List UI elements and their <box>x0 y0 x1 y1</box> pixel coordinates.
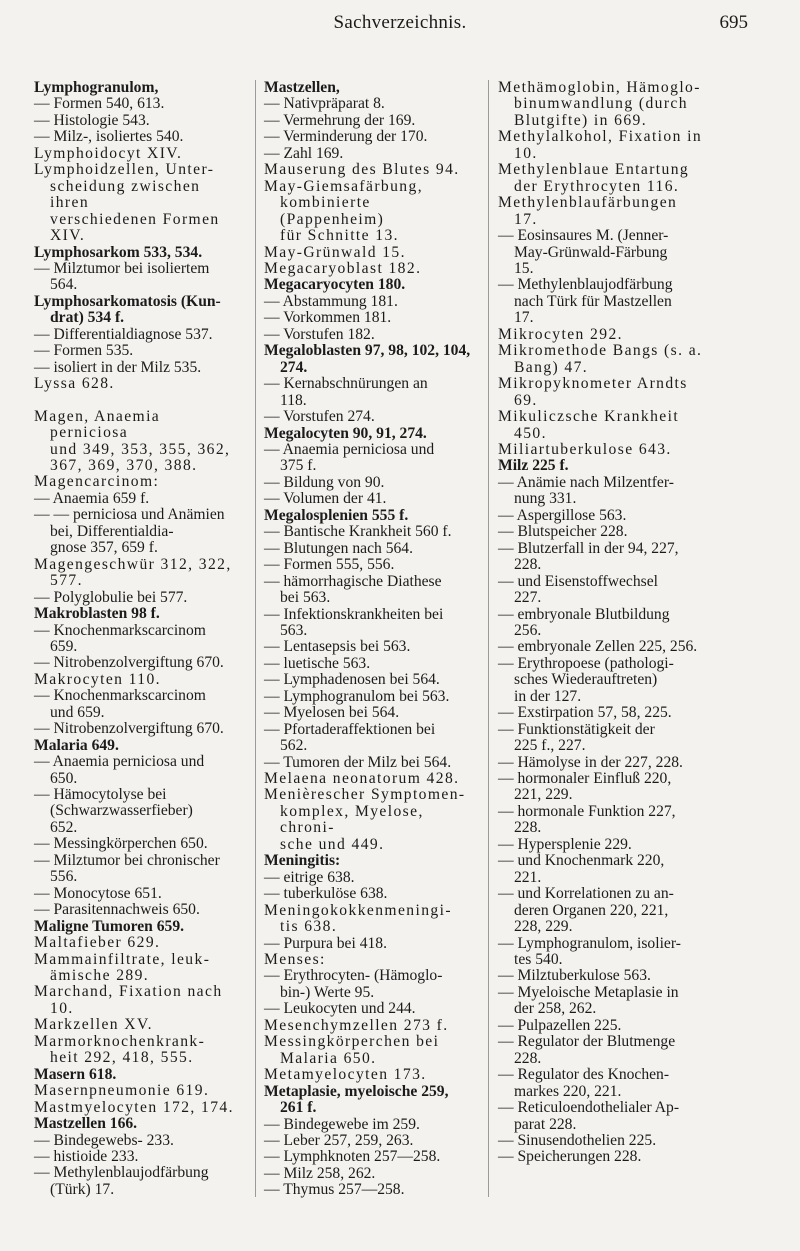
index-entry: Marmorknochenkrank- heit 292, 418, 555. <box>34 1032 206 1067</box>
index-entry: — embryonale Blutbildung 256. <box>498 605 670 639</box>
index-entry: — Knochenmarkscarcinom und 659. <box>34 687 206 721</box>
index-entry: Megalocyten 90, 91, 274. <box>264 424 427 442</box>
index-entry: Methylalkohol, Fixation in 10. <box>498 128 703 162</box>
index-entry: — eitrige 638. <box>264 868 355 886</box>
index-entry: — Vorstufen 274. <box>264 408 375 426</box>
index-entry: Megacaryoblast 182. <box>264 259 422 277</box>
index-entry: Megalosplenien 555 f. <box>264 506 409 524</box>
index-entry: — Pfortaderaffektionen bei 562. <box>264 720 436 755</box>
index-entry: — Erythrocyten- (Hämoglo- bin-) Werte 95. <box>264 967 443 1001</box>
index-entry: — Knochenmarkscarcinom 659. <box>34 621 206 655</box>
index-entry: — Regulator des Knochen- markes 220, 221. <box>498 1066 670 1100</box>
index-entry: — Abstammung 181. <box>264 292 398 310</box>
index-entry: — Bildung von 90. <box>264 473 385 491</box>
index-entry: — Zahl 169. <box>264 144 344 162</box>
index-entry: Megacaryocyten 180. <box>264 276 406 294</box>
index-entry: — Formen 540, 613. <box>34 95 165 113</box>
index-entry: — Exstirpation 57, 58, 225. <box>498 704 672 722</box>
index-entry: — Hypersplenie 229. <box>498 835 632 853</box>
index-entry: — Formen 535. <box>34 342 134 360</box>
index-entry: Makroblasten 98 f. <box>34 605 160 623</box>
index-entry: — Reticuloendothelialer Ap- parat 228. <box>498 1099 680 1133</box>
index-entry: — Nitrobenzolvergiftung 670. <box>34 654 224 672</box>
index-entry: Magengeschwür 312, 322, 577. <box>34 555 232 590</box>
index-entry: — Bindegewebs- 233. <box>34 1131 174 1149</box>
index-entry: Megaloblasten 97, 98, 102, 104, 274. <box>264 342 471 376</box>
index-entry: Melaena neonatorum 428. <box>264 770 460 788</box>
index-entry: May-Grünwald 15. <box>264 243 406 261</box>
index-entry: Mikrocyten 292. <box>498 325 623 343</box>
index-entry: — Polyglobulie bei 577. <box>34 588 188 606</box>
index-entry: — Anaemia 659 f. <box>34 489 150 507</box>
index-entry: — Nitrobenzolvergiftung 670. <box>34 720 224 738</box>
index-entry: — Lymphknoten 257—258. <box>264 1148 441 1166</box>
index-entry: Lymphogranulom, <box>34 79 159 96</box>
index-entry: — Lymphogranulom, isolier- tes 540. <box>498 934 681 969</box>
index-entry: — Hämocytolyse bei (Schwarzwasserfieber) 652. <box>34 786 193 836</box>
index-entry: — Vorkommen 181. <box>264 309 392 327</box>
index-entry: Marchand, Fixation nach 10. <box>34 983 223 1017</box>
page-header <box>0 12 800 42</box>
index-entry: — embryonale Zellen 225, 256. <box>498 638 698 656</box>
index-entry: — Bantische Krankheit 560 f. <box>264 523 452 541</box>
index-entry: — Volumen der 41. <box>264 490 387 508</box>
index-entry: — Vermehrung der 169. <box>264 111 416 129</box>
index-entry: — Milztumor bei chronischer 556. <box>34 851 220 886</box>
index-entry: — Monocytose 651. <box>34 884 162 902</box>
index-entry: — tuberkulöse 638. <box>264 885 388 903</box>
index-entry: — hormonale Funktion 227, 228. <box>498 802 676 837</box>
index-entry: — Blutungen nach 564. <box>264 539 413 557</box>
index-entry: — und Knochenmark 220, 221. <box>498 852 665 886</box>
index-entry: — Sinusendothelien 225. <box>498 1132 657 1149</box>
index-entry: — — perniciosa und Anämien bei, Differentialdia- gnose 357, 659 f. <box>34 506 225 557</box>
page-number: 695 <box>719 12 748 33</box>
index-entry: Meningitis: <box>264 852 341 870</box>
index-entry: — Milz 258, 262. <box>264 1164 376 1182</box>
index-entry: — Leber 257, 259, 263. <box>264 1132 414 1149</box>
index-entry: Mastmyelocyten 172, 174. <box>34 1098 234 1116</box>
index-entry: May-Giemsafärbung, kombinierte (Pappenheim) für Schnitte 13. <box>264 177 424 245</box>
index-entry: — Vorstufen 182. <box>264 325 375 343</box>
index-entry: — Histologie 543. <box>34 111 150 129</box>
index-entry: — Hämolyse in der 227, 228. <box>498 753 683 771</box>
index-entry: — Lymphogranulom bei 563. <box>264 687 450 705</box>
index-entry: Mastzellen 166. <box>34 1115 138 1133</box>
index-entry: Lymphosarkom 533, 534. <box>34 243 203 261</box>
index-entry: — Bindegewebe im 259. <box>264 1115 420 1133</box>
index-entry: — Lymphadenosen bei 564. <box>264 671 440 689</box>
index-entry: Mastzellen, <box>264 79 340 96</box>
index-entry: Menièrescher Symptomen- komplex, Myelose, chroni- sche und 449. <box>264 786 466 853</box>
page-title: Sachverzeichnis. <box>333 12 467 33</box>
index-entry: — Methylenblaujodfärbung nach Türk für Mastzellen 17. <box>498 276 673 327</box>
column-divider <box>488 80 489 1197</box>
column-divider <box>255 80 256 1197</box>
index-entry: — Differentialdiagnose 537. <box>34 325 213 343</box>
index-entry: Meningokokkenmeningi- tis 638. <box>264 901 452 936</box>
index-entry: Lymphoidzellen, Unter- scheidung zwischen ihren verschiedenen Formen XIV. <box>34 161 220 245</box>
index-entry: Methylenblaufärbungen 17. <box>498 194 678 228</box>
index-entry: — Messingkörperchen 650. <box>34 835 208 853</box>
index-entry: — Parasitennachweis 650. <box>34 901 200 919</box>
index-entry: — Verminderung der 170. <box>264 128 428 146</box>
index-entry: — Erythropoese (pathologi- sches Wiederauftreten) in der 127. <box>498 654 674 705</box>
index-entry: — Anaemia perniciosa und 375 f. <box>264 440 435 475</box>
index-entry: Magen, Anaemia perniciosa und 349, 353, 355, 362, 367, 369, 370, 388. <box>34 407 231 474</box>
index-entry: — Methylenblaujodfärbung (Türk) 17. <box>34 1164 209 1198</box>
index-entry: — hormonaler Einfluß 220, 221, 229. <box>498 770 672 804</box>
index-entry: — Eosinsaures M. (Jenner- May-Grünwald-Färbung 15. <box>498 227 669 277</box>
index-column-2 <box>264 80 476 1199</box>
index-entry: Mikuliczsche Krankheit 450. <box>498 408 680 442</box>
index-entry: — Formen 555, 556. <box>264 556 395 574</box>
index-entry: Malaria 649. <box>34 736 119 754</box>
index-entry: Masern 618. <box>34 1065 117 1083</box>
index-entry: Lymphoidocyt XIV. <box>34 144 183 162</box>
index-entry: — Purpura bei 418. <box>264 934 387 952</box>
index-entry: — histioide 233. <box>34 1148 139 1165</box>
index-entry: — Speicherungen 228. <box>498 1148 642 1166</box>
index-entry: — Aspergillose 563. <box>498 506 627 524</box>
index-entry: — Funktionstätigkeit der 225 f., 227. <box>498 720 655 755</box>
index-entry: Markzellen XV. <box>34 1016 153 1034</box>
index-entry: Messingkörperchen bei Malaria 650. <box>264 1033 440 1067</box>
index-column-3 <box>498 80 720 1166</box>
index-entry: Methämoglobin, Hämoglo- binumwandlung (durch Blutgifte) in 669. <box>498 79 701 129</box>
index-entry: — Lentasepsis bei 563. <box>264 638 411 656</box>
index-entry: — hämorrhagische Diathese bei 563. <box>264 572 442 607</box>
index-entry: Mammainfiltrate, leuk- ämische 289. <box>34 950 211 985</box>
index-entry: — Nativpräparat 8. <box>264 95 385 113</box>
index-entry: Mikropyknometer Arndts 69. <box>498 375 688 409</box>
index-entry: — und Korrelationen zu an- deren Organen 220, 221, 228, 229. <box>498 885 674 936</box>
index-entry: — Myeloische Metaplasie in der 258, 262. <box>498 983 679 1018</box>
index-entry: Metaplasie, myeloische 259, 261 f. <box>264 1082 449 1117</box>
index-entry: — Blutzerfall in der 94, 227, 228. <box>498 539 679 574</box>
index-entry: — Myelosen bei 564. <box>264 704 400 722</box>
index-entry: — Milztuberkulose 563. <box>498 967 651 985</box>
index-entry: — Anämie nach Milzentfer- nung 331. <box>498 473 674 508</box>
index-entry: Magencarcinom: <box>34 473 160 491</box>
index-entry: — Anaemia perniciosa und 650. <box>34 753 205 787</box>
index-entry: — Kernabschnürungen an 118. <box>264 375 428 409</box>
index-entry: Lymphosarkomatosis (Kun- drat) 534 f. <box>34 292 221 327</box>
index-entry: — isoliert in der Milz 535. <box>34 358 202 376</box>
index-entry: — luetische 563. <box>264 654 371 672</box>
index-entry: Maltafieber 629. <box>34 934 161 952</box>
index-entry: Metamyelocyten 173. <box>264 1066 427 1084</box>
index-entry: — Milztumor bei isoliertem 564. <box>34 259 210 294</box>
index-entry: Mesenchymzellen 273 f. <box>264 1016 449 1034</box>
index-entry: Maligne Tumoren 659. <box>34 917 185 935</box>
index-column-1 <box>34 80 242 1198</box>
index-entry: — Blutspeicher 228. <box>498 523 628 541</box>
index-entry: Methylenblaue Entartung der Erythrocyten 116. <box>498 161 690 195</box>
index-entry: Mauserung des Blutes 94. <box>264 161 460 179</box>
index-entry: Mikromethode Bangs (s. a. Bang) 47. <box>498 342 703 376</box>
index-entry: — Thymus 257—258. <box>264 1181 405 1199</box>
index-entry: Makrocyten 110. <box>34 670 161 688</box>
index-entry: Lyssa 628. <box>34 375 115 393</box>
index-entry: — Pulpazellen 225. <box>498 1016 622 1034</box>
index-entry: — Milz-, isoliertes 540. <box>34 128 184 146</box>
index-entry: — Regulator der Blutmenge 228. <box>498 1033 676 1067</box>
index-entry: Menses: <box>264 951 326 969</box>
index-entry: Miliartuberkulose 643. <box>498 440 672 458</box>
index-entry: — Leukocyten und 244. <box>264 1000 416 1018</box>
index-entry: — Infektionskrankheiten bei 563. <box>264 605 444 639</box>
index-entry: Masernpneumonie 619. <box>34 1082 210 1100</box>
index-entry: Milz 225 f. <box>498 457 569 475</box>
index-entry: — Tumoren der Milz bei 564. <box>264 753 452 771</box>
index-entry: — und Eisenstoffwechsel 227. <box>498 572 658 607</box>
